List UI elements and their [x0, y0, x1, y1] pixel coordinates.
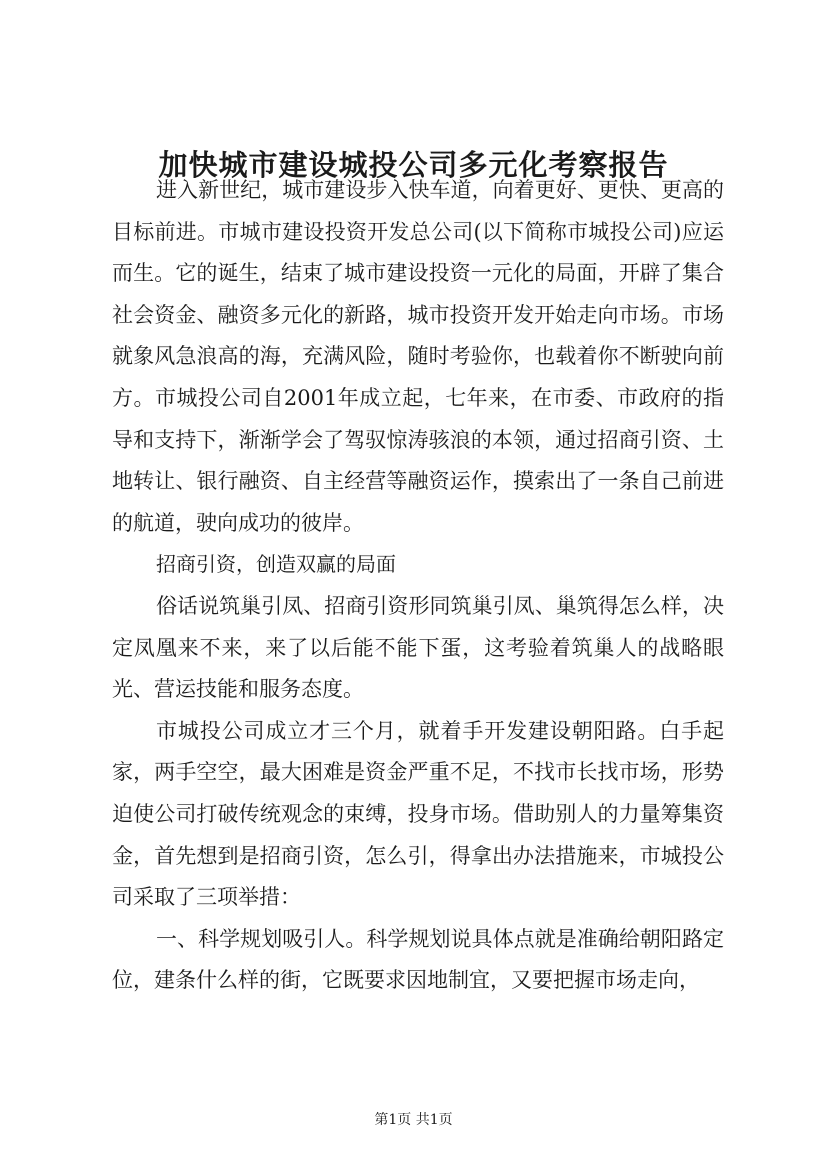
- document-body: [112, 170, 724, 1002]
- paragraph-measure-one: 一、科学规划吸引人。科学规划说具体点就是准确给朝阳路定位，建条什么样的街，它既要求因地制宜，又要把握市场走向，: [112, 926, 724, 993]
- page-number: 第1页 共1页: [374, 1112, 453, 1128]
- paragraph-intro: 进入新世纪，城市建设步入快车道，向着更好、更快、更高的目标前进。市城市建设投资开发总公司(以下简称市城投公司)应运而生。它的诞生，结束了城市建设投资一元化的局面，开辟了集合社会资金、融资多元化的新路，城市投资开发开始走向市场。市场就象风急浪高的海，充满风险，随时考验你，也载着你不断驶向前方。市城投公司自2001年成立起，七年来，在市委、市政府的指导和支持下，渐渐学会了驾驭惊涛骇浪的本领，通过招商引资、土地转让、银行融资、自主经营等融资运作，摸索出了一条自己前进的航道，驶向成功的彼岸。: [112, 178, 724, 535]
- paragraph-proverb: 俗话说筑巢引凤、招商引资形同筑巢引凤、巢筑得怎么样，决定凤凰来不来，来了以后能不能下蛋，这考验着筑巢人的战略眼光、营运技能和服务态度。: [112, 593, 724, 702]
- section-heading: 招商引资，创造双赢的局面: [156, 552, 396, 577]
- document-title: 加快城市建设城投公司多元化考察报告: [158, 148, 669, 182]
- paragraph-chaoyang-road: 市城投公司成立才三个月，就着手开发建设朝阳路。白手起家，两手空空，最大困难是资金严重不足，不找市长找市场，形势迫使公司打破传统观念的束缚，投身市场。借助别人的力量筹集资金，首先想到是招商引资，怎么引，得拿出办法措施来，市城投公司采取了三项举措：: [112, 718, 724, 910]
